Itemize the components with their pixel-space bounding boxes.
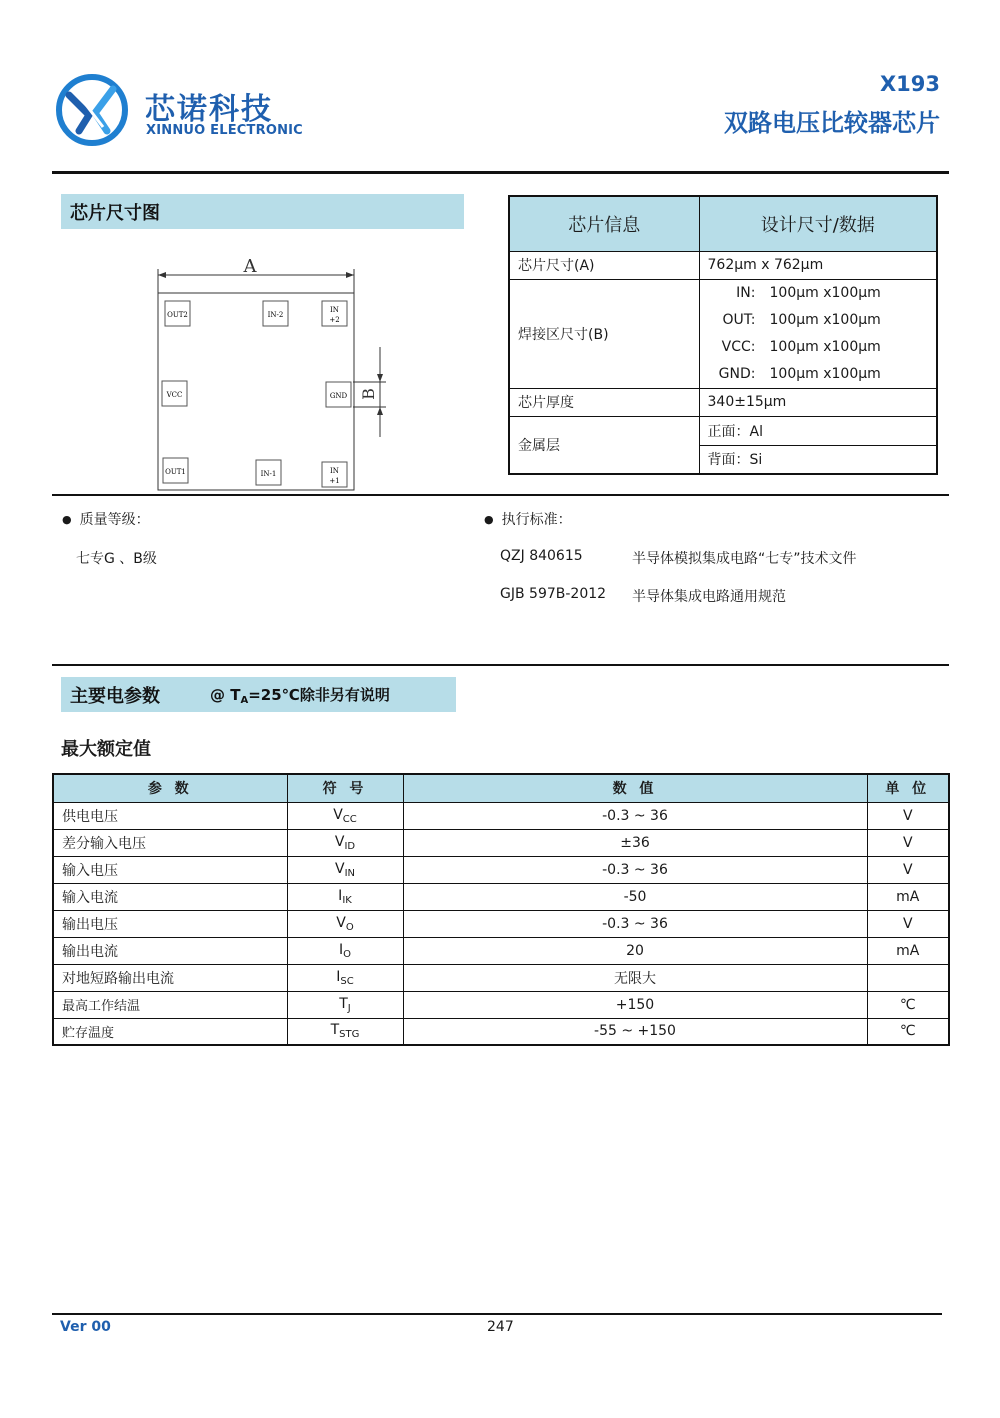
symbol-cell	[287, 964, 403, 991]
pad-in-plus2-label-a: IN	[330, 306, 339, 314]
value-cell: 无限大	[403, 964, 867, 991]
footer-divider	[52, 1313, 942, 1315]
design-data-col-header: 设计尺寸/数据	[699, 196, 937, 251]
symbol-sub: CC	[342, 813, 357, 825]
metal-front-value: 正面：Al	[707, 423, 763, 440]
electrical-condition	[210, 684, 390, 706]
symbol-sub: SC	[340, 975, 354, 987]
pad-vcc-label: VCC	[166, 391, 183, 399]
chip-info-table	[508, 195, 938, 475]
table-row	[53, 910, 949, 937]
param-cell: 输入电压	[53, 856, 287, 883]
pad-in-plus1-label-a: IN	[330, 467, 339, 475]
unit-col-header: 单 位	[867, 774, 949, 802]
symbol-sub: O	[343, 948, 351, 960]
pad-gnd-key: GND:	[718, 366, 756, 382]
param-cell: 输入电流	[53, 883, 287, 910]
electrical-title: 主要电参数	[70, 685, 160, 707]
quality-grade-value: 七专G 、B级	[76, 551, 157, 567]
symbol-main: V	[334, 860, 345, 877]
table-row	[53, 856, 949, 883]
pad-size-label: 焊接区尺寸(B)	[509, 279, 699, 388]
value-cell: -50	[403, 883, 867, 910]
symbol-cell	[287, 856, 403, 883]
pad-in-2-label: IN-2	[267, 311, 284, 319]
standard-1-desc: 半导体模拟集成电路“七专”技术文件	[632, 551, 857, 567]
param-cell: 供电电压	[53, 802, 287, 829]
symbol-col-header: 符 号	[287, 774, 403, 802]
symbol-cell	[287, 991, 403, 1018]
symbol-main: I	[338, 941, 344, 958]
value-cell: -55 ~ +150	[403, 1018, 867, 1045]
pad-size-out	[700, 307, 937, 334]
quality-grade-label: ● 质量等级：	[62, 509, 150, 529]
metal-label: 金属层	[509, 416, 699, 474]
condition-prefix: @ T	[210, 685, 241, 704]
pad-out2-label: OUT2	[167, 311, 188, 319]
table-row	[53, 802, 949, 829]
chip-size-section-heading	[61, 194, 464, 229]
unit-cell: V	[867, 829, 949, 856]
pad-vcc-value: 100μm x100μm	[769, 339, 881, 355]
pad-out-value: 100μm x100μm	[769, 312, 881, 328]
table-row	[53, 829, 949, 856]
chip-info-header-row	[509, 196, 937, 251]
param-cell: 对地短路输出电流	[53, 964, 287, 991]
thickness-row	[509, 388, 937, 416]
symbol-sub: STG	[339, 1029, 360, 1041]
table-row	[53, 883, 949, 910]
section-divider-2	[52, 664, 949, 666]
param-cell: 差分输入电压	[53, 829, 287, 856]
version-label: Ver 00	[60, 1319, 111, 1335]
symbol-cell	[287, 1018, 403, 1045]
table-row	[53, 937, 949, 964]
value-cell: -0.3 ~ 36	[403, 856, 867, 883]
standards-label: ● 执行标准：	[484, 509, 572, 529]
dimension-b-label: B	[359, 388, 378, 400]
chip-size-row	[509, 251, 937, 279]
max-ratings-title: 最大额定值	[61, 739, 151, 760]
table-row	[53, 964, 949, 991]
symbol-main: T	[330, 1022, 340, 1039]
chip-size-label: 芯片尺寸(A)	[509, 251, 699, 279]
symbol-main: I	[336, 968, 341, 985]
condition-sub: A	[240, 694, 249, 706]
value-cell: +150	[403, 991, 867, 1018]
standard-1-code: QZJ 840615	[500, 548, 583, 564]
pad-gnd-label: GND	[329, 392, 348, 400]
metal-row	[509, 416, 937, 474]
symbol-sub: ID	[344, 840, 356, 852]
symbol-main: T	[339, 995, 348, 1012]
section-divider-1	[52, 494, 949, 496]
model-number: X193	[879, 72, 940, 96]
unit-cell: V	[867, 802, 949, 829]
thickness-value: 340±15μm	[699, 388, 937, 416]
value-col-header: 数 值	[403, 774, 867, 802]
value-cell: 20	[403, 937, 867, 964]
unit-cell: ℃	[867, 991, 949, 1018]
symbol-sub: J	[347, 1002, 351, 1014]
unit-cell: ℃	[867, 1018, 949, 1045]
symbol-cell	[287, 883, 403, 910]
symbol-cell	[287, 910, 403, 937]
page-number: 247	[487, 1319, 514, 1335]
brand-name-en: XINNUO ELECTRONIC	[146, 123, 303, 138]
pad-gnd-value: 100μm x100μm	[769, 366, 881, 382]
chip-size-title: 芯片尺寸图	[70, 202, 160, 224]
symbol-sub: O	[345, 921, 354, 933]
max-ratings-table	[52, 773, 950, 1046]
param-cell: 输出电压	[53, 910, 287, 937]
condition-suffix: =25℃除非另有说明	[248, 685, 390, 704]
document-title: 双路电压比较器芯片	[724, 109, 940, 137]
chip-info-col-header: 芯片信息	[509, 196, 699, 251]
symbol-cell	[287, 802, 403, 829]
dimension-a-label: A	[243, 256, 257, 277]
pad-in-value: 100μm x100μm	[769, 285, 881, 301]
table-row	[53, 991, 949, 1018]
pad-size-in	[700, 280, 937, 307]
unit-cell: V	[867, 910, 949, 937]
value-cell: -0.3 ~ 36	[403, 910, 867, 937]
pad-vcc-key: VCC:	[721, 339, 756, 355]
thickness-label: 芯片厚度	[509, 388, 699, 416]
pad-in-key: IN:	[736, 285, 756, 301]
param-col-header: 参 数	[53, 774, 287, 802]
symbol-main: I	[338, 887, 343, 904]
chip-dimension-diagram	[148, 255, 398, 500]
unit-cell: V	[867, 856, 949, 883]
symbol-cell	[287, 937, 403, 964]
symbol-sub: IK	[342, 894, 352, 906]
unit-cell	[867, 964, 949, 991]
unit-cell: mA	[867, 883, 949, 910]
value-cell: -0.3 ~ 36	[403, 802, 867, 829]
unit-cell: mA	[867, 937, 949, 964]
pad-in-1-label: IN-1	[260, 470, 277, 478]
header-divider	[52, 171, 949, 174]
brand-name-cn: 芯诺科技	[145, 92, 273, 127]
symbol-main: V	[333, 806, 343, 823]
pad-size-row	[509, 279, 937, 388]
param-cell: 最高工作结温	[53, 991, 287, 1018]
standard-2-code: GJB 597B-2012	[500, 586, 607, 602]
pad-size-gnd	[700, 361, 937, 388]
value-cell: ±36	[403, 829, 867, 856]
company-logo-icon	[55, 73, 129, 147]
table-row	[53, 1018, 949, 1045]
electrical-section-heading	[61, 677, 456, 712]
param-cell: 输出电流	[53, 937, 287, 964]
max-ratings-header-row	[53, 774, 949, 802]
pad-in-plus1-label-b: +1	[329, 477, 340, 485]
pad-size-vcc	[700, 334, 937, 361]
symbol-main: V	[334, 833, 345, 850]
symbol-main: V	[336, 914, 346, 931]
standard-2-desc: 半导体集成电路通用规范	[632, 589, 786, 605]
pad-out1-label: OUT1	[165, 468, 186, 476]
metal-back-value: 背面：Si	[700, 445, 937, 473]
chip-size-value: 762μm x 762μm	[699, 251, 937, 279]
pad-out-key: OUT:	[722, 312, 756, 328]
symbol-cell	[287, 829, 403, 856]
pad-in-plus2-label-b: +2	[329, 316, 340, 324]
param-cell: 贮存温度	[53, 1018, 287, 1045]
symbol-sub: IN	[344, 867, 355, 879]
